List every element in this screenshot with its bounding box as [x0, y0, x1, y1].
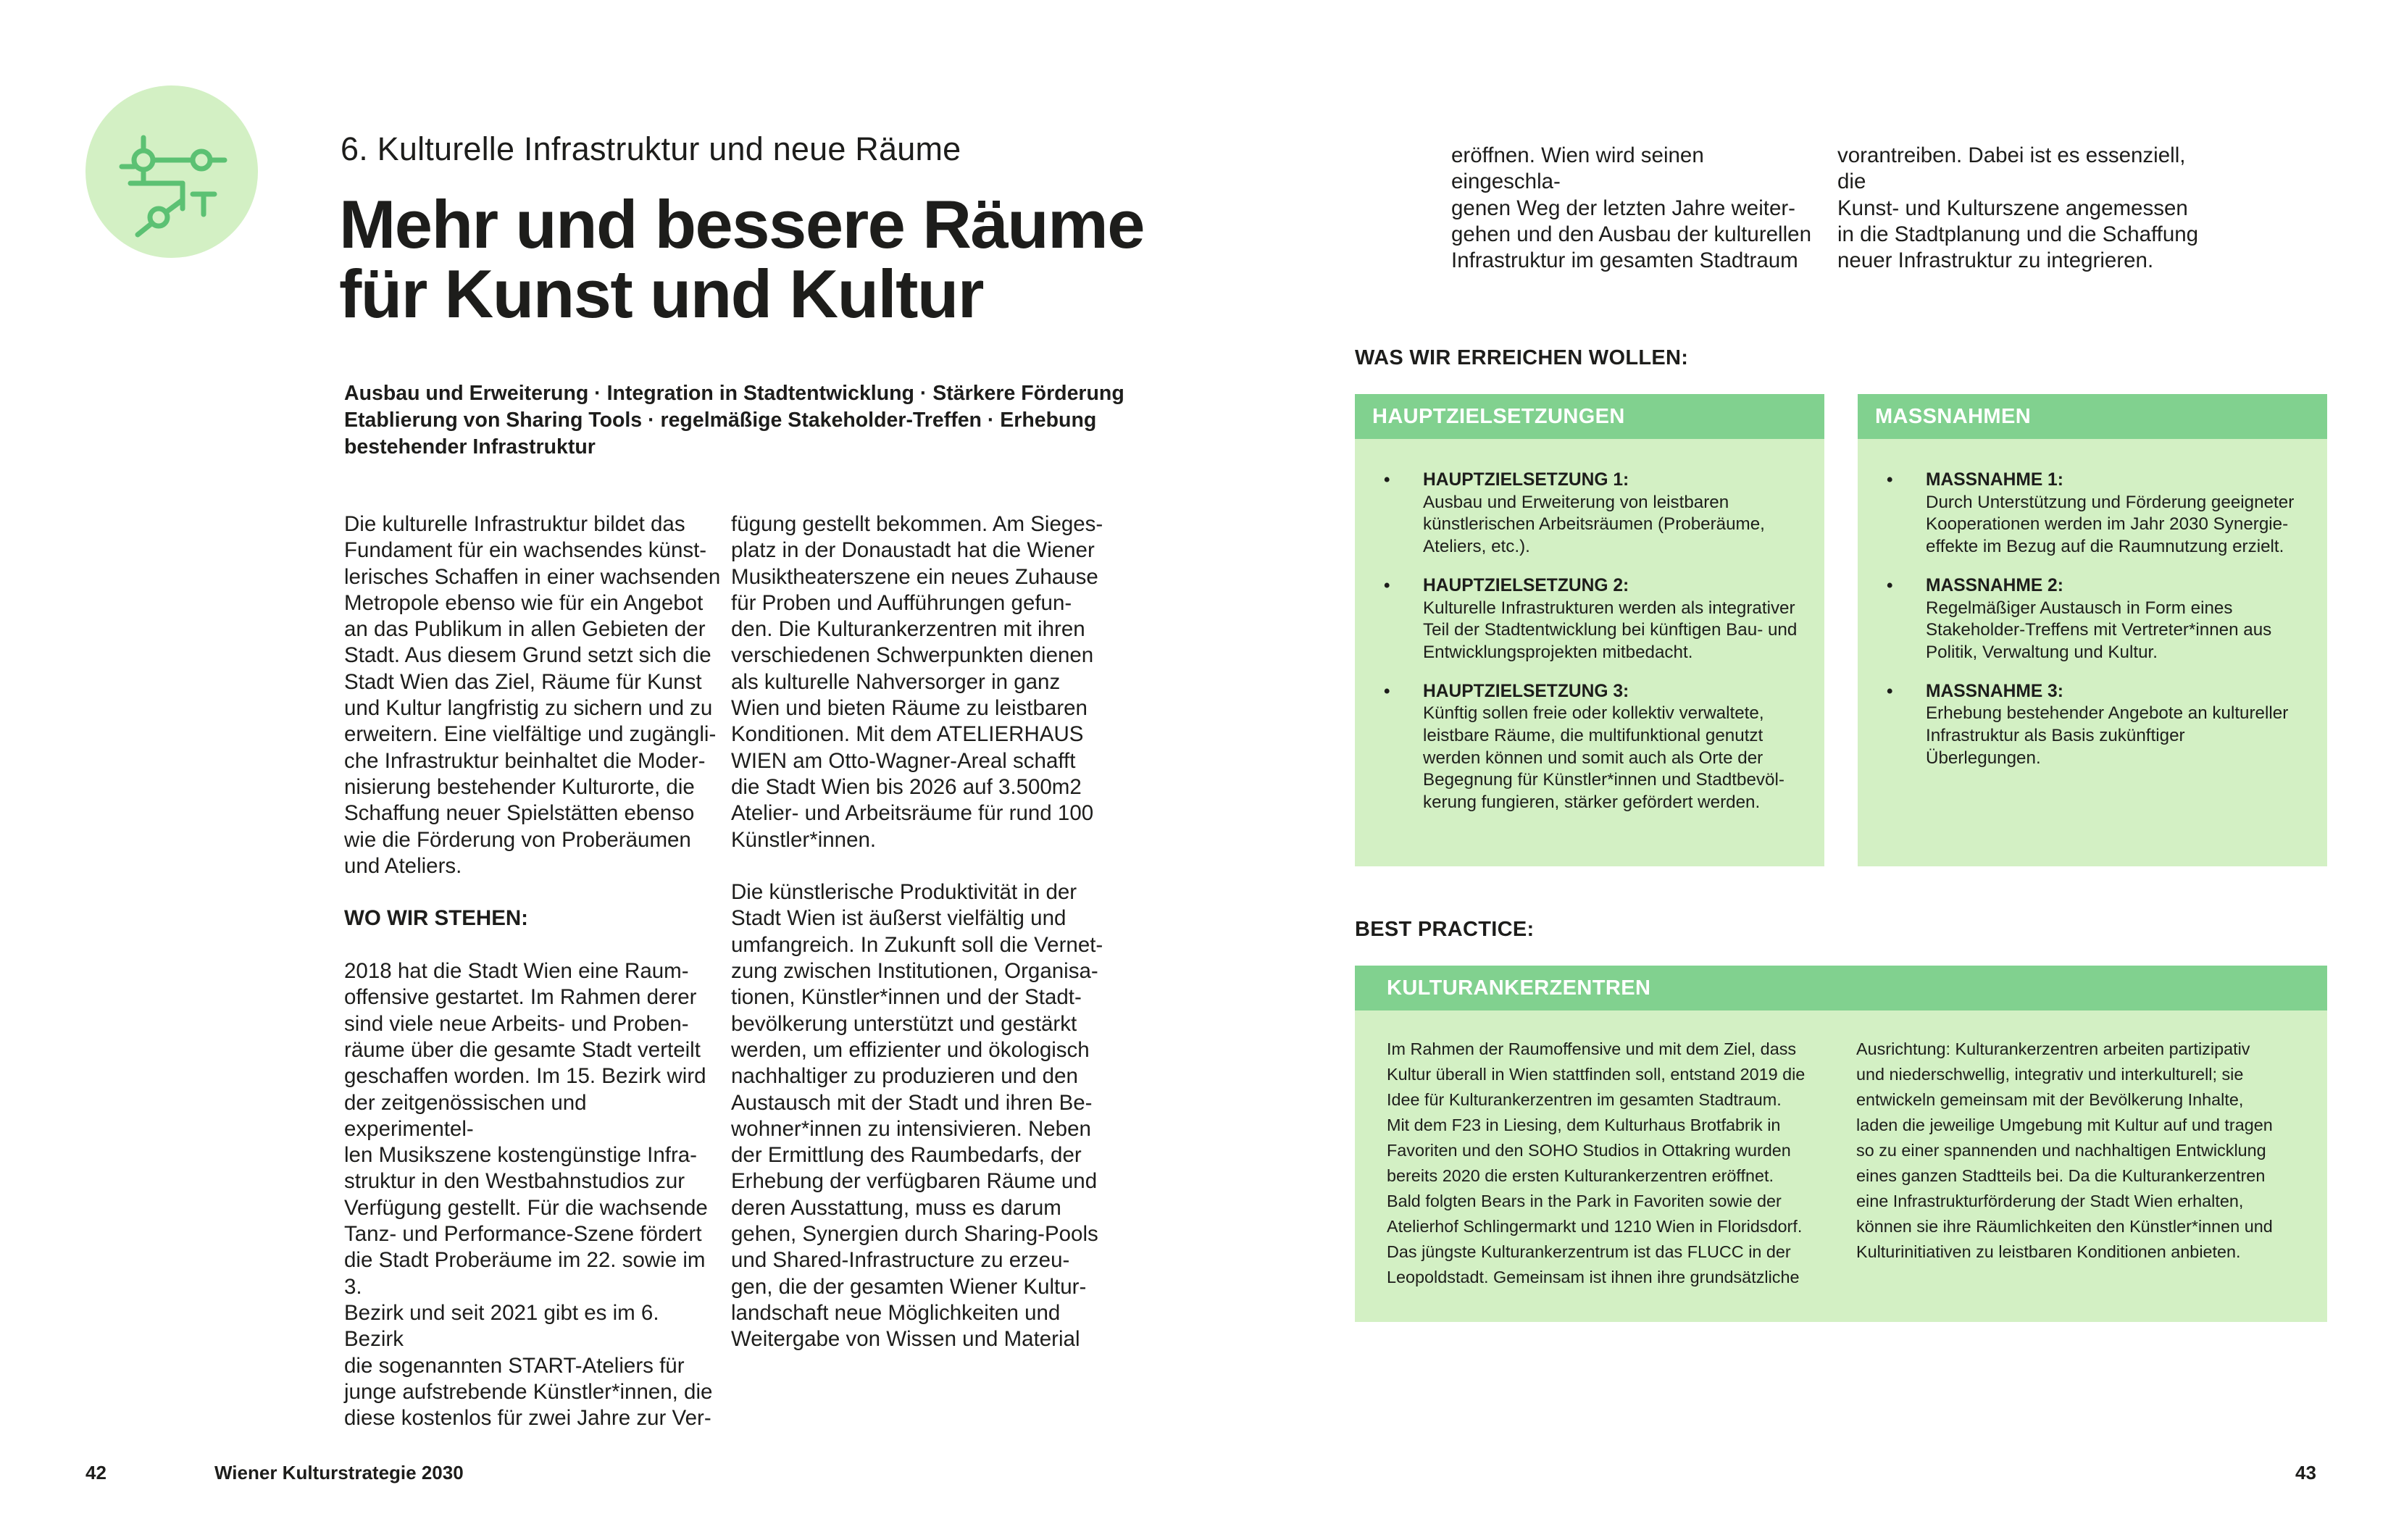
- measure-item: [1858, 469, 2327, 558]
- status-paragraph: 2018 hat die Stadt Wien eine Raum- offensive gestartet. Im Rahmen derer sind viele neue Arbeits- und Proben- räume über die gesamte Stadt verteilt geschaffen worden. Im 15. Bezirk wird der zeitgenössischen und experimentel- len Musikszene kostengünstige Infra- struktur in den Westbahnstudios zur Verfügung gestellt. Für die wachsende Tanz- und Performance-Szene fördert die Stadt Proberäume im 22. sowie im 3. Bezirk und seit 2021 gibt es im 6. Bezirk die sogenannten START-Ateliers für junge aufstrebende Künstler*innen, die diese kostenlos für zwei Jahre zur Ver-: [344, 959, 713, 1431]
- measure-item: [1858, 681, 2327, 770]
- measure-item-title: MASSNAHME 2:: [1926, 575, 2063, 595]
- goal-item: [1355, 681, 1824, 814]
- infrastructure-network-icon: [85, 85, 258, 258]
- continued-text-column-a: eröffnen. Wien wird seinen eingeschla- genen Weg der letzten Jahre weiter- gehen und den Ausbau der kulturellen Infrastruktur im gesamten Stadtraum: [1451, 143, 1811, 273]
- goal-item-title: HAUPTZIELSETZUNG 2:: [1423, 575, 1629, 595]
- measures-box-header: MASSNAHMEN: [1858, 394, 2327, 439]
- measure-item-title: MASSNAHME 3:: [1926, 681, 2063, 701]
- headline-line-2: für Kunst und Kultur: [339, 256, 983, 332]
- best-practice-label: BEST PRACTICE:: [1355, 918, 1535, 941]
- goal-item-text: Künftig sollen freie oder kollektiv verwaltete, leistbare Räume, die multifunktional genutzt werden können und somit auch als Orte der Begegnung für Künstler*innen und Stadtbevöl-kerung fungieren, stärker gefördert werden.: [1423, 703, 1785, 813]
- bullet-icon: •: [1384, 575, 1390, 595]
- measure-item-text: Regelmäßiger Austausch in Form eines Stakeholder-Treffens mit Vertreter*innen aus Politik, Verwaltung und Kultur.: [1926, 598, 2272, 662]
- goal-item: [1355, 469, 1824, 558]
- measure-item-text: Erhebung bestehender Angebote an kultureller Infrastruktur als Basis zukünftiger Überlegungen.: [1926, 703, 2289, 768]
- bullet-icon: •: [1887, 681, 1893, 701]
- goal-item-text: Kulturelle Infrastrukturen werden als integrativer Teil der Stadtentwicklung bei künftigen Bau- und Entwicklungsprojekten mitbedacht.: [1423, 598, 1798, 662]
- body-column-left: [344, 511, 721, 1458]
- goal-item: [1355, 575, 1824, 664]
- status-paragraph-continued: fügung gestellt bekommen. Am Sieges- platz in der Donaustadt hat die Wiener Musiktheaterszene ein neues Zuhause für Proben und Aufführungen gefun- den. Die Kulturankerzentren mit ihren verschiedenen Schwerpunkten dienen als kulturelle Nahversorger in ganz Wien und bieten Räume zu leistbaren Konditionen. Mit dem ATELIERHAUS WIEN am Otto-Wagner-Areal schafft die Stadt Wien bis 2026 auf 3.500m2 Atelier- und Arbeitsräume für rund 100 Künstler*innen.: [731, 512, 1103, 852]
- measure-item-text: Durch Unterstützung und Förderung geeigneter Kooperationen werden im Jahr 2030 Synergie-effekte im Bezug auf die Raumnutzung erzielt.: [1926, 492, 2295, 557]
- headline-line-1: Mehr und bessere Räume: [339, 186, 1145, 262]
- measures-box: [1858, 394, 2327, 866]
- goal-item-title: HAUPTZIELSETZUNG 1:: [1423, 470, 1629, 490]
- goals-box: [1355, 394, 1824, 866]
- tagline-line-2: Etablierung von Sharing Tools · regelmäßige Stakeholder-Treffen · Erhebung: [344, 409, 1097, 432]
- bullet-icon: •: [1887, 470, 1893, 490]
- measures-list: [1858, 439, 2327, 769]
- tagline-line-1: Ausbau und Erweiterung · Integration in Stadtentwicklung · Stärkere Förderung: [344, 382, 1124, 405]
- goals-section-label: WAS WIR ERREICHEN WOLLEN:: [1355, 346, 1689, 369]
- goal-item-text: Ausbau und Erweiterung von leistbaren künstlerischen Arbeitsräumen (Proberäume, Ateliers, etc.).: [1423, 492, 1765, 557]
- goals-list: [1355, 439, 1824, 814]
- best-practice-text-column-a: Im Rahmen der Raumoffensive und mit dem Ziel, dass Kultur überall in Wien stattfinden soll, entstand 2019 die Idee für Kulturankerzentren im gesamten Stadtraum. Mit dem F23 in Liesing, dem Kulturhaus Brotfabrik in Favoriten und den SOHO Studios in Ottakring wurden bereits 2020 die ersten Kulturankerzentren eröffnet. Bald folgten Bears in the Park in Favoriten sowie der Atelierhof Schlingermarkt und 1210 Wien in Floridsdorf. Das jüngste Kulturankerzentrum ist das FLUCC in der Leopoldstadt. Gemeinsam ist ihnen ihre grundsätzliche: [1387, 1039, 1806, 1286]
- best-practice-box: [1355, 966, 2327, 1322]
- measure-item: [1858, 575, 2327, 664]
- bullet-icon: •: [1887, 575, 1893, 595]
- page-number-left: 42: [85, 1462, 107, 1483]
- best-practice-text-column-b: Ausrichtung: Kulturankerzentren arbeiten partizipativ und niederschwellig, integrativ und interkulturell; sie entwickeln gemeinsam mit der Bevölkerung Inhalte, laden die jeweilige Umgebung mit Kultur auf und tragen so zu einer spannenden und nachhaltigen Entwicklung eines ganzen Stadtteils bei. Da die Kulturankerzentren eine Infrastrukturförderung der Stadt Wien erhalten, können sie ihre Räumlichkeiten den Künstler*innen und Kulturinitiativen zu leistbaren Konditionen anbieten.: [1856, 1039, 2273, 1261]
- page-headline: [339, 186, 1209, 332]
- chapter-title: 6. Kulturelle Infrastruktur und neue Räume: [341, 130, 961, 167]
- measure-item-title: MASSNAHME 1:: [1926, 470, 2063, 490]
- continued-text-column-b: vorantreiben. Dabei ist es essenziell, die Kunst- und Kulturszene angemessen in die Stadtplanung und die Schaffung neuer Infrastruktur zu integrieren.: [1837, 143, 2199, 273]
- goal-item-title: HAUPTZIELSETZUNG 3:: [1423, 681, 1629, 701]
- body-column-middle: [731, 511, 1108, 1379]
- section-heading-wo-wir-stehen: WO WIR STEHEN:: [344, 906, 529, 931]
- intro-paragraph: Die kulturelle Infrastruktur bildet das Fundament für ein wachsendes künst- lerisches Schaffen in einer wachsenden Metropole ebenso wie für ein Angebot an das Publikum in allen Gebieten der Stadt. Aus diesem Grund setzt sich die Stadt Wien das Ziel, Räume für Kunst und Kultur langfristig zu sichern und zu erweitern. Eine vielfältige und zugängli- che Infrastruktur beinhaltet die Moder- nisierung bestehender Kulturorte, die Schaffung neuer Spielstätten ebenso wie die Förderung von Proberäumen und Ateliers.: [344, 512, 721, 878]
- productivity-paragraph: Die künstlerische Produktivität in der Stadt Wien ist äußerst vielfältig und umfangreich. In Zukunft soll die Vernet- zung zwischen Institutionen, Organisa- tionen, Künstler*innen und der Stadt- bevölkerung unterstützt und gestärkt werden, um effizienter und ökologisch nachhaltiger zu produzieren und den Austausch mit der Stadt und ihren Be- wohner*innen zu intensivieren. Neben der Ermittlung des Raumbedarfs, der Erhebung der verfügbaren Räume und deren Ausstattung, muss es darum gehen, Synergien durch Sharing-Pools und Shared-Infrastructure zu erzeu- gen, die der gesamten Wiener Kultur- landschaft neue Möglichkeiten und Weitergabe von Wissen und Material: [731, 880, 1103, 1352]
- tagline-line-3: bestehender Infrastruktur: [344, 435, 596, 459]
- best-practice-box-header: KULTURANKERZENTREN: [1355, 966, 2327, 1010]
- keyword-tagline: [344, 380, 1141, 461]
- chapter-icon-badge: [85, 85, 258, 258]
- bullet-icon: •: [1384, 681, 1390, 701]
- page-number-right: 43: [2295, 1462, 2316, 1483]
- running-title: Wiener Kulturstrategie 2030: [214, 1462, 464, 1483]
- bullet-icon: •: [1384, 470, 1390, 490]
- goals-box-header: HAUPTZIELSETZUNGEN: [1355, 394, 1824, 439]
